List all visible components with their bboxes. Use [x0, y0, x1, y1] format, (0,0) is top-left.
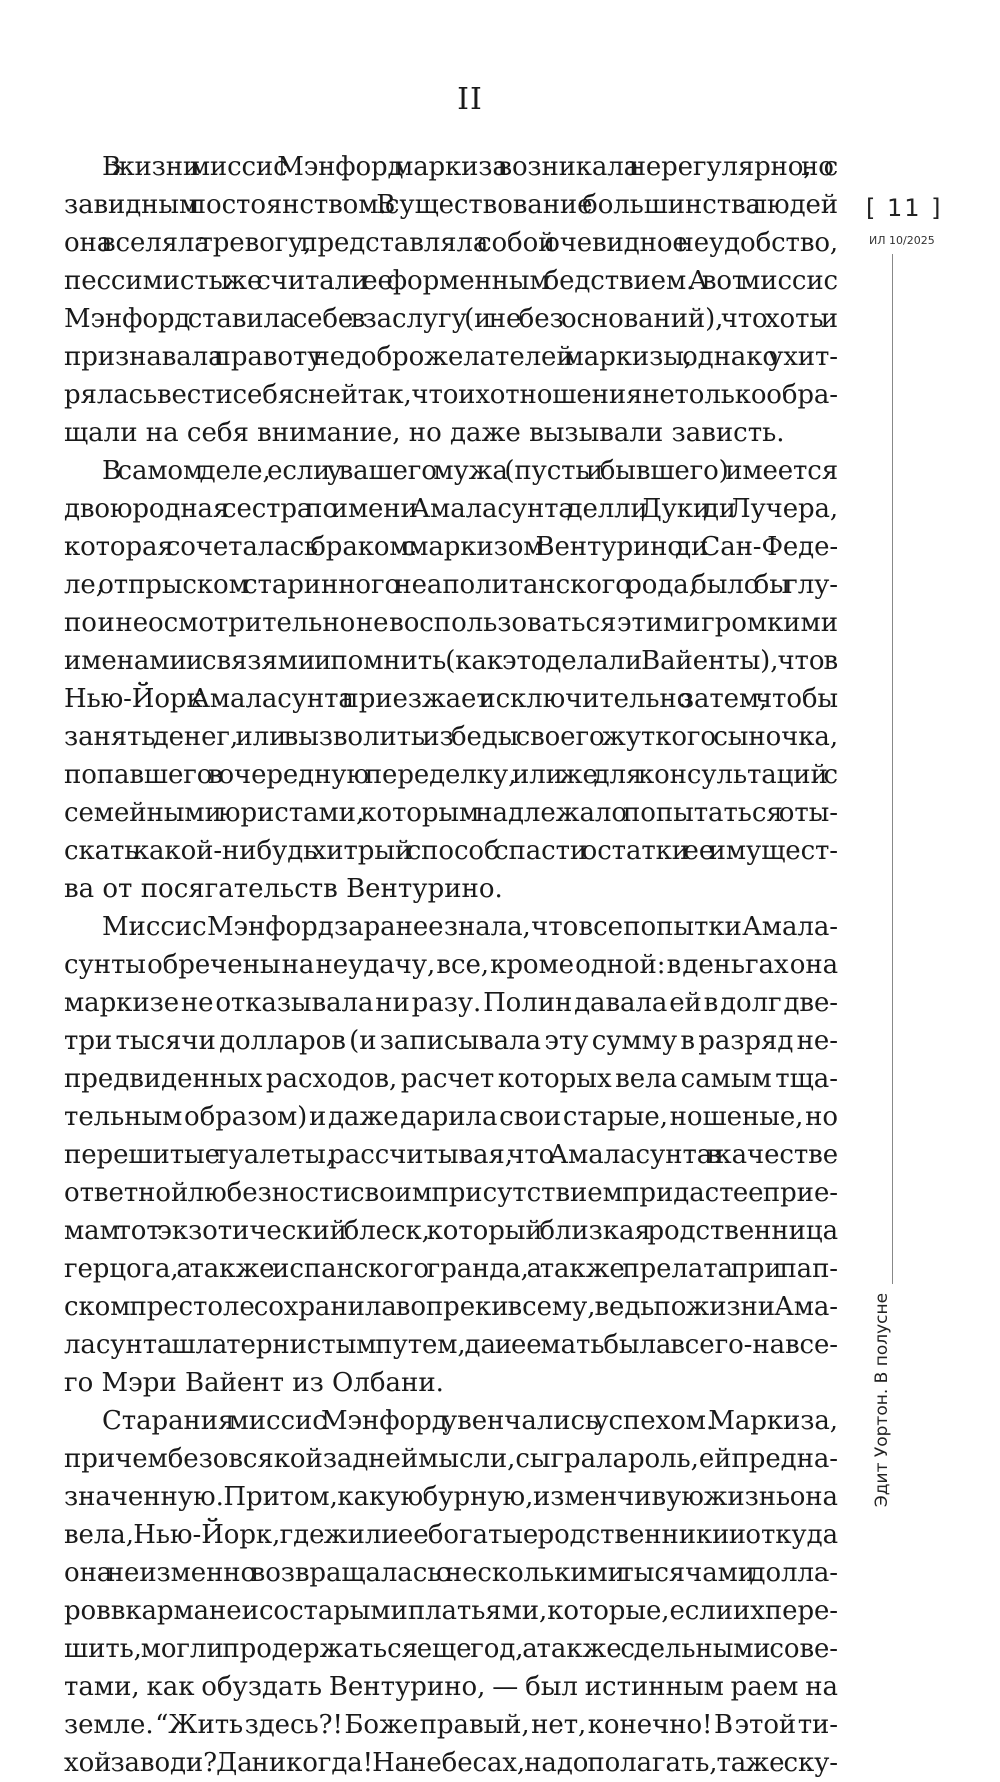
text-line: перешитые туалеты, рассчитывая, что Амаласунта в качестве [64, 1140, 838, 1170]
text-line: по и неосмотрительно не воспользоваться этими громкими [64, 608, 838, 638]
text-line: Мэнфорд ставила себе в заслугу (и не без оснований), что хоть и [64, 304, 838, 334]
text-line: герцога, а также испанского гранда, а также прелата при пап- [64, 1254, 838, 1284]
text-line: семейными юристами, которым надлежало попытаться оты- [64, 798, 838, 828]
text-line: двоюродная сестра по имени Амаласунта делли Дуки ди Лучера, [64, 494, 838, 524]
text-line: признавала правоту недоброжелателей маркизы, однако ухит- [64, 342, 838, 372]
text-line: земле. “Жить здесь?! Боже правый, нет, конечно! В этой ти- [64, 1710, 838, 1740]
text-line: предвиденных расходов, расчет которых вела самым тща- [64, 1064, 838, 1094]
chapter-heading: II [457, 82, 483, 117]
text-line: го Мэри Вайент из Олбани. [64, 1368, 444, 1398]
text-line: Нью-Йорк Амаласунта приезжает исключительно затем, чтобы [64, 684, 838, 714]
text-line: занять денег, или вызволить из беды своего жуткого сыночка, [64, 722, 838, 752]
body-text [64, 148, 838, 1782]
text-line: ле, отпрыском старинного неаполитанского рода, было бы глу- [64, 570, 838, 600]
issue-label: ИЛ 10/2025 [869, 234, 935, 247]
paragraph [64, 452, 838, 908]
text-line: ва от посягательств Вентурино. [64, 874, 503, 904]
paragraph [64, 1402, 838, 1782]
text-line: В жизни миссис Мэнфорд маркиза возникала нерегулярно, но с [102, 152, 838, 182]
text-line: мам тот экзотический блеск, который близкая родственница [64, 1216, 838, 1246]
text-line: ров в кармане и со старыми платьями, которые, если их пере- [64, 1596, 838, 1626]
text-line: скать какой-нибудь хитрый способ спасти остатки ее имущест- [64, 836, 838, 866]
text-line: которая сочеталась браком с маркизом Вентурино ди Сан-Феде- [64, 532, 838, 562]
text-line: тельным образом) и даже дарила свои старые, ношеные, но [64, 1102, 838, 1132]
text-line: тами, как обуздать Вентурино, — был истинным раем на [64, 1672, 838, 1702]
text-line: она вселяла тревогу, представляла собой очевидное неудобство, [64, 228, 838, 258]
text-line: рялась вести себя с ней так, что их отношения не только обра- [64, 380, 838, 410]
text-line: сунты обречены на неудачу, все, кроме одной: в деньгах она [64, 950, 838, 980]
text-line: маркизе не отказывала ни разу. Полин давала ей в долг две- [64, 988, 838, 1018]
text-line: шить, могли продержаться еще год, а также с дельными сове- [64, 1634, 838, 1664]
page-number: [ 11 ] [866, 194, 943, 222]
text-line: значенную. При том, какую бурную, изменчивую жизнь она [64, 1482, 838, 1512]
text-line: она неизменно возвращалась с несколькими тысячами долла- [64, 1558, 838, 1588]
text-line: ском престоле сохранила вопреки всему, ведь по жизни Ама- [64, 1292, 838, 1322]
paragraph [64, 908, 838, 1402]
text-line: именами и связями и помнить (как это делали Вайенты), что в [64, 646, 838, 676]
text-line: пессимисты же считали ее форменным бедствием. А вот миссис [64, 266, 838, 296]
text-line: завидным постоянством. В существование большинства людей [64, 190, 838, 220]
text-line: щали на себя внимание, но даже вызывали зависть. [64, 418, 785, 448]
text-line: попавшего в очередную переделку, или же для консультаций с [64, 760, 838, 790]
running-head: Эдит Уортон. В полусне [872, 1292, 892, 1508]
text-line: Миссис Мэнфорд заранее знала, что все попытки Амала- [102, 912, 838, 942]
text-line: Старания миссис Мэнфорд увенчались успехом. Маркиза, [102, 1406, 838, 1436]
text-line: ласунта шла тернистым путем, да и ее мать была всего-навсе- [64, 1330, 838, 1360]
text-line: вела, Нью-Йорк, где жили ее богатые родственники и откуда [64, 1520, 838, 1550]
margin-rule [892, 254, 893, 1284]
text-line: причем безо всякой задней мысли, сыграла роль, ей предна- [64, 1444, 838, 1474]
paragraph [64, 148, 838, 452]
text-line: В самом деле, если у вашего мужа (пусть и бывшего) имеется [102, 456, 838, 486]
text-line: ответной любезности своим присутствием придаст ее прие- [64, 1178, 838, 1208]
text-line: три тысячи долларов (и записывала эту сумму в разряд не- [64, 1026, 838, 1056]
text-line: хой заводи? Да никогда! На небесах, надо полагать, та же ску- [64, 1748, 838, 1778]
